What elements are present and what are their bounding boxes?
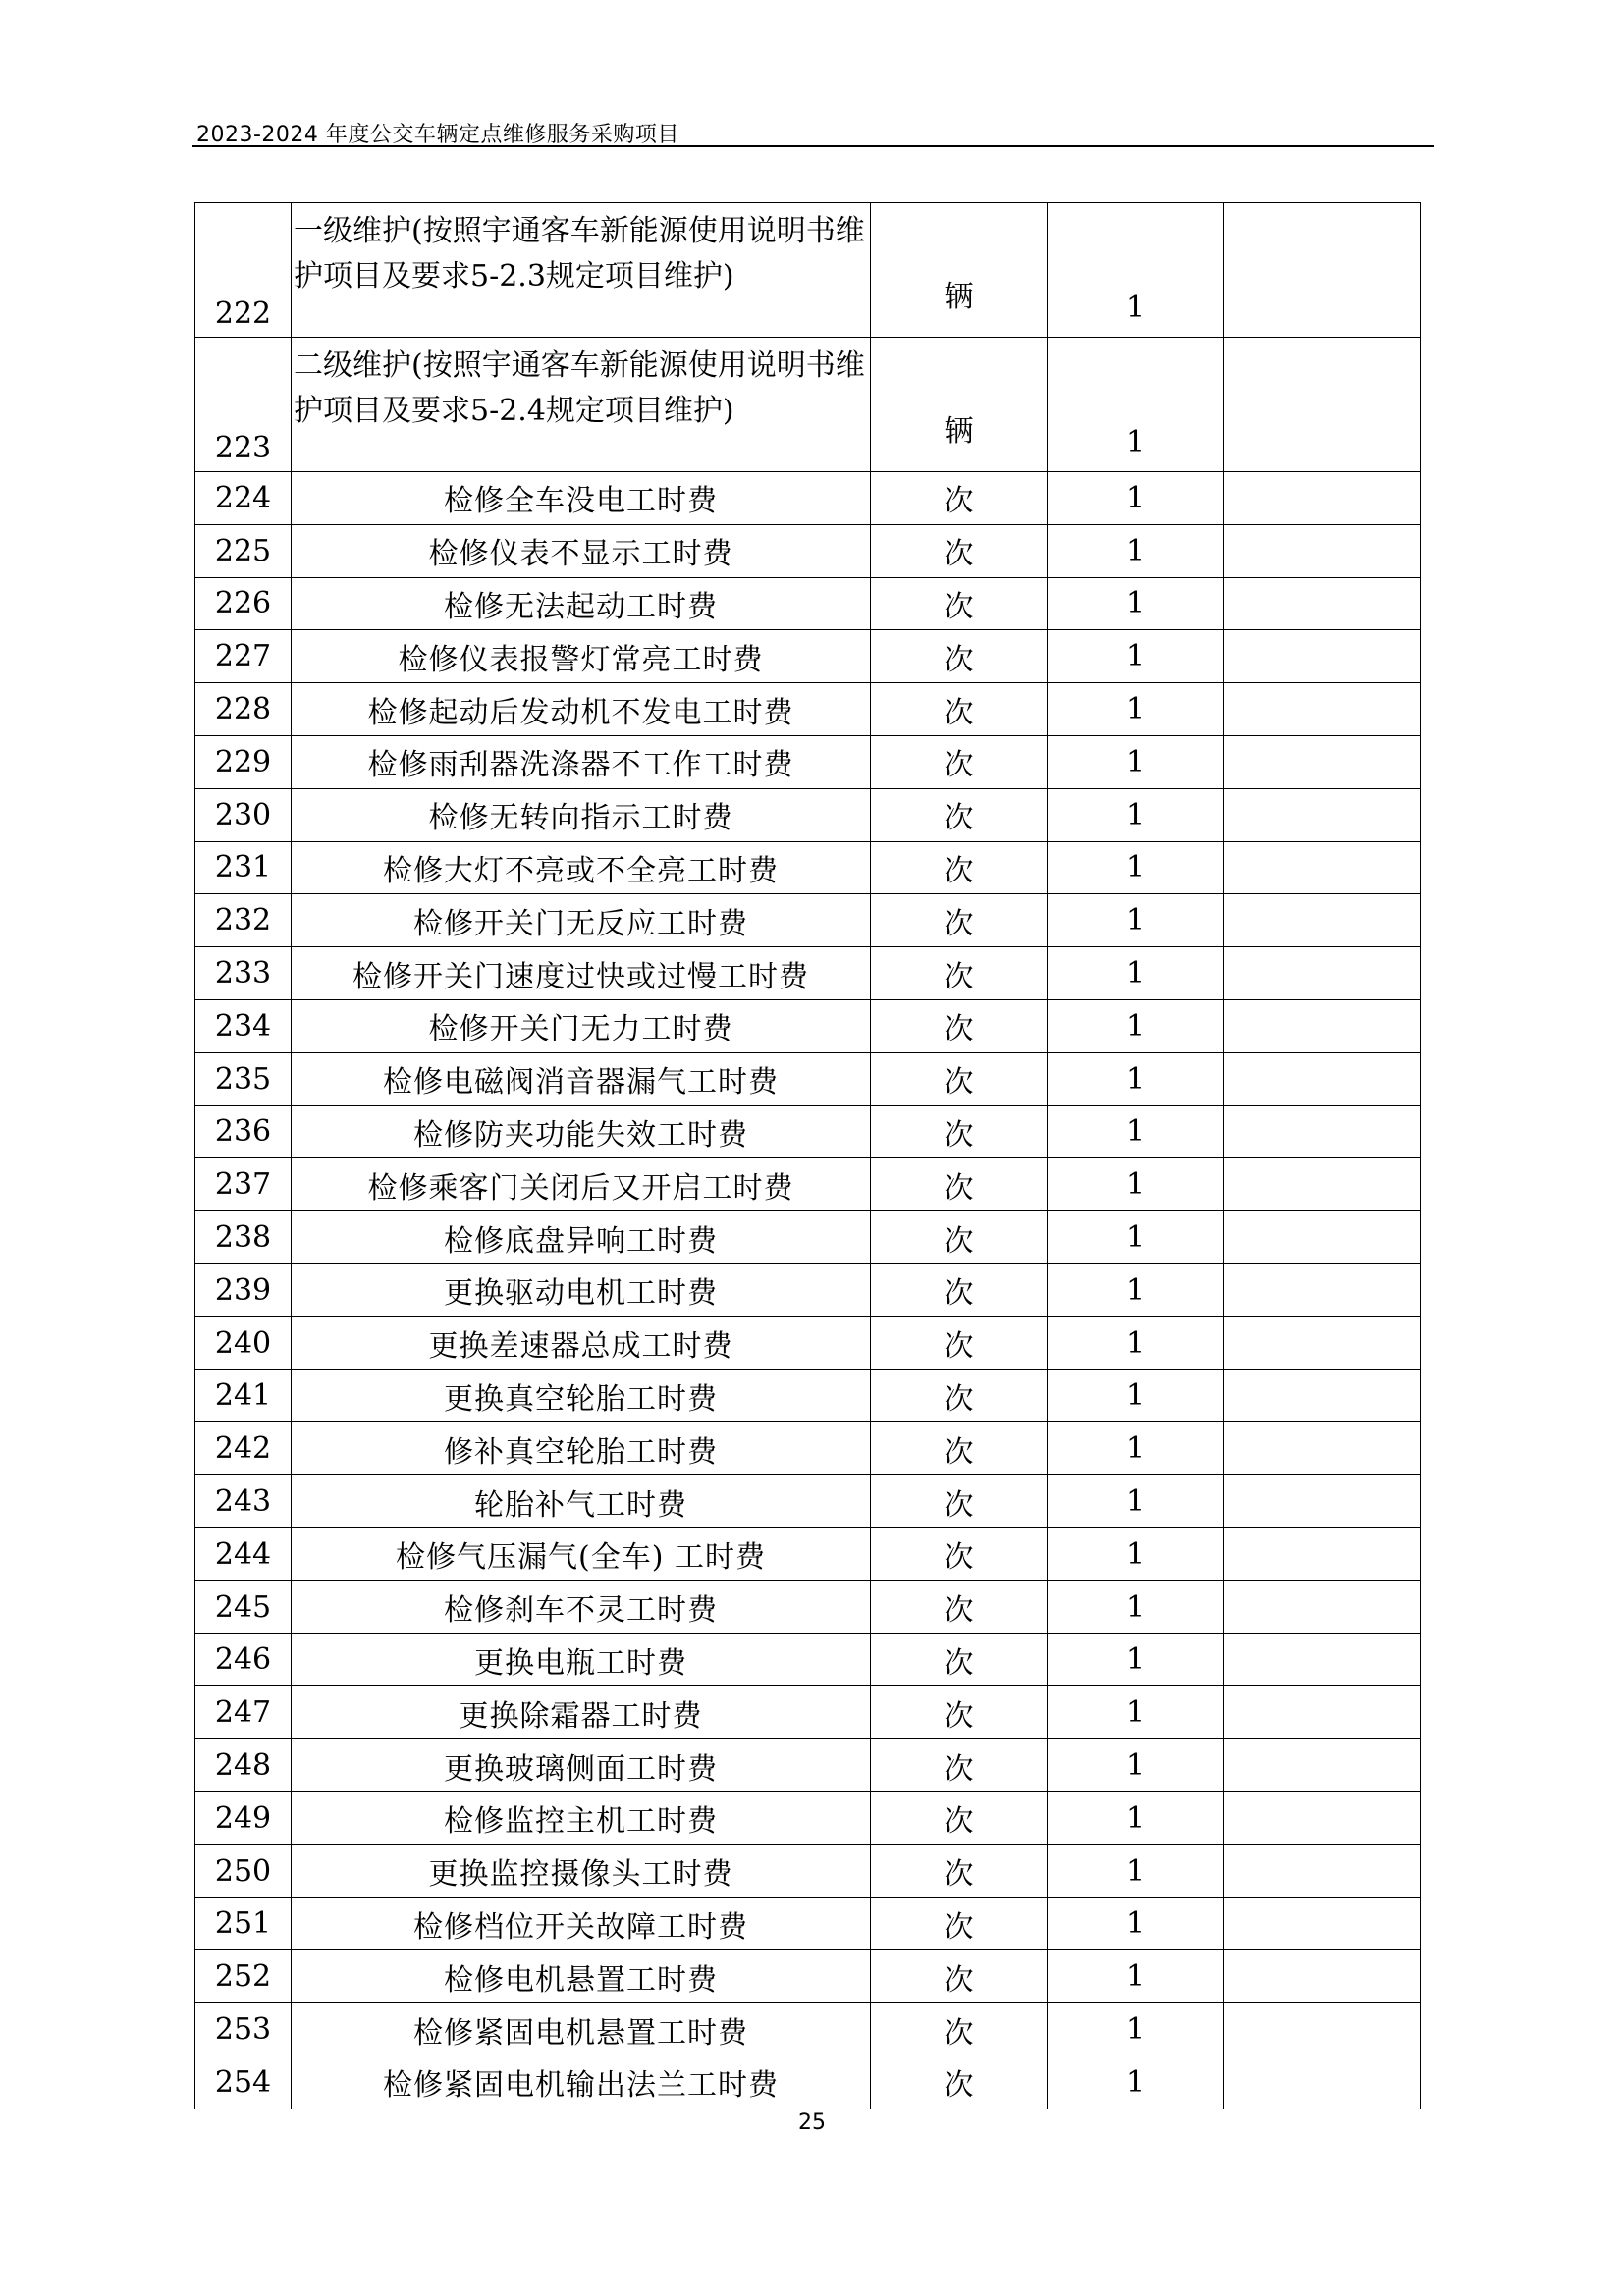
- item-quantity-cell: 1: [1048, 630, 1224, 683]
- item-quantity-cell: 1: [1048, 2056, 1224, 2109]
- table-body: [195, 203, 1421, 2109]
- item-unit-cell: 次: [871, 1052, 1048, 1105]
- item-unit-cell: 辆: [871, 203, 1048, 338]
- item-unit-cell: 次: [871, 1897, 1048, 1950]
- item-unit-cell: 次: [871, 1105, 1048, 1158]
- item-name-cell: 更换玻璃侧面工时费: [292, 1739, 871, 1792]
- item-quantity-cell: 1: [1048, 1791, 1224, 1844]
- item-quantity-cell: 1: [1048, 524, 1224, 577]
- item-price-cell: [1224, 338, 1421, 472]
- item-price-cell: [1224, 1739, 1421, 1792]
- item-price-cell: [1224, 735, 1421, 788]
- item-number-cell: 245: [195, 1580, 292, 1633]
- item-unit-cell: 次: [871, 1791, 1048, 1844]
- item-quantity-cell: 1: [1048, 1369, 1224, 1422]
- item-name-cell: 更换驱动电机工时费: [292, 1263, 871, 1316]
- item-unit-cell: 次: [871, 472, 1048, 525]
- item-number-cell: 238: [195, 1211, 292, 1264]
- item-number-cell: 246: [195, 1633, 292, 1686]
- item-number-cell: 236: [195, 1105, 292, 1158]
- item-name-cell: 检修乘客门关闭后又开启工时费: [292, 1158, 871, 1211]
- item-number-cell: 232: [195, 894, 292, 947]
- item-number-cell: 231: [195, 841, 292, 894]
- item-name-cell: 检修无法起动工时费: [292, 577, 871, 630]
- table-row: [195, 338, 1421, 472]
- table-row: [195, 2003, 1421, 2056]
- item-number-cell: 227: [195, 630, 292, 683]
- table-row: [195, 1527, 1421, 1580]
- item-name-cell: 一级维护(按照宇通客车新能源使用说明书维护项目及要求5-2.3规定项目维护): [292, 203, 871, 338]
- page-number: 25: [798, 2110, 826, 2135]
- item-number-cell: 253: [195, 2003, 292, 2056]
- item-name-cell: 更换电瓶工时费: [292, 1633, 871, 1686]
- item-number-cell: 249: [195, 1791, 292, 1844]
- item-name-cell: 二级维护(按照宇通客车新能源使用说明书维护项目及要求5-2.4规定项目维护): [292, 338, 871, 472]
- item-quantity-cell: 1: [1048, 203, 1224, 338]
- item-price-cell: [1224, 1211, 1421, 1264]
- item-price-cell: [1224, 1527, 1421, 1580]
- item-unit-cell: 次: [871, 1158, 1048, 1211]
- item-price-cell: [1224, 2003, 1421, 2056]
- item-unit-cell: 次: [871, 841, 1048, 894]
- table-row: [195, 841, 1421, 894]
- item-price-cell: [1224, 203, 1421, 338]
- item-number-cell: 223: [195, 338, 292, 472]
- item-name-cell: 检修开关门速度过快或过慢工时费: [292, 947, 871, 1000]
- item-number-cell: 247: [195, 1686, 292, 1739]
- item-unit-cell: 辆: [871, 338, 1048, 472]
- item-number-cell: 225: [195, 524, 292, 577]
- item-unit-cell: 次: [871, 1211, 1048, 1264]
- item-name-cell: 更换除霜器工时费: [292, 1686, 871, 1739]
- item-price-cell: [1224, 1633, 1421, 1686]
- item-name-cell: 检修开关门无力工时费: [292, 999, 871, 1052]
- item-unit-cell: 次: [871, 1739, 1048, 1792]
- item-number-cell: 252: [195, 1950, 292, 2003]
- item-price-cell: [1224, 1263, 1421, 1316]
- item-quantity-cell: 1: [1048, 2003, 1224, 2056]
- table-row: [195, 1211, 1421, 1264]
- item-number-cell: 233: [195, 947, 292, 1000]
- item-quantity-cell: 1: [1048, 999, 1224, 1052]
- table-row: [195, 1897, 1421, 1950]
- item-name-cell: 更换差速器总成工时费: [292, 1316, 871, 1369]
- item-unit-cell: 次: [871, 2056, 1048, 2109]
- item-unit-cell: 次: [871, 2003, 1048, 2056]
- item-number-cell: 242: [195, 1422, 292, 1475]
- table-row: [195, 1791, 1421, 1844]
- item-price-cell: [1224, 788, 1421, 841]
- item-number-cell: 240: [195, 1316, 292, 1369]
- item-unit-cell: 次: [871, 894, 1048, 947]
- item-price-cell: [1224, 1686, 1421, 1739]
- item-number-cell: 251: [195, 1897, 292, 1950]
- item-quantity-cell: 1: [1048, 1422, 1224, 1475]
- table-row: [195, 630, 1421, 683]
- item-unit-cell: 次: [871, 1950, 1048, 2003]
- item-name-cell: 检修仪表报警灯常亮工时费: [292, 630, 871, 683]
- item-quantity-cell: 1: [1048, 1739, 1224, 1792]
- item-price-cell: [1224, 894, 1421, 947]
- item-name-cell: 检修全车没电工时费: [292, 472, 871, 525]
- table-row: [195, 735, 1421, 788]
- item-quantity-cell: 1: [1048, 1686, 1224, 1739]
- item-price-cell: [1224, 1422, 1421, 1475]
- item-price-cell: [1224, 630, 1421, 683]
- item-price-cell: [1224, 1105, 1421, 1158]
- item-price-cell: [1224, 999, 1421, 1052]
- item-quantity-cell: 1: [1048, 1052, 1224, 1105]
- item-unit-cell: 次: [871, 1422, 1048, 1475]
- document-title: 2023-2024 年度公交车辆定点维修服务采购项目: [196, 123, 679, 147]
- item-name-cell: 检修监控主机工时费: [292, 1791, 871, 1844]
- table-row: [195, 577, 1421, 630]
- item-name-cell: 检修起动后发动机不发电工时费: [292, 683, 871, 736]
- item-number-cell: 224: [195, 472, 292, 525]
- table-row: [195, 1475, 1421, 1528]
- item-price-cell: [1224, 1052, 1421, 1105]
- table-row: [195, 1739, 1421, 1792]
- item-name-cell: 检修电磁阀消音器漏气工时费: [292, 1052, 871, 1105]
- table-row: [195, 203, 1421, 338]
- table-row: [195, 1844, 1421, 1897]
- item-price-cell: [1224, 1158, 1421, 1211]
- item-name-cell: 检修气压漏气(全车) 工时费: [292, 1527, 871, 1580]
- item-number-cell: 235: [195, 1052, 292, 1105]
- item-quantity-cell: 1: [1048, 577, 1224, 630]
- item-name-cell: 更换真空轮胎工时费: [292, 1369, 871, 1422]
- item-unit-cell: 次: [871, 1369, 1048, 1422]
- item-price-cell: [1224, 577, 1421, 630]
- table-row: [195, 947, 1421, 1000]
- item-number-cell: 222: [195, 203, 292, 338]
- item-quantity-cell: 1: [1048, 1211, 1224, 1264]
- item-quantity-cell: 1: [1048, 1633, 1224, 1686]
- item-quantity-cell: 1: [1048, 1105, 1224, 1158]
- item-name-cell: 检修紧固电机输出法兰工时费: [292, 2056, 871, 2109]
- table-row: [195, 1158, 1421, 1211]
- item-number-cell: 244: [195, 1527, 292, 1580]
- table-row: [195, 683, 1421, 736]
- item-unit-cell: 次: [871, 999, 1048, 1052]
- item-name-cell: 检修无转向指示工时费: [292, 788, 871, 841]
- item-name-cell: 检修大灯不亮或不全亮工时费: [292, 841, 871, 894]
- table-row: [195, 788, 1421, 841]
- item-number-cell: 248: [195, 1739, 292, 1792]
- item-unit-cell: 次: [871, 1686, 1048, 1739]
- item-quantity-cell: 1: [1048, 472, 1224, 525]
- maintenance-items-table: [194, 202, 1421, 2109]
- item-quantity-cell: 1: [1048, 1897, 1224, 1950]
- item-number-cell: 229: [195, 735, 292, 788]
- item-quantity-cell: 1: [1048, 683, 1224, 736]
- table-row: [195, 524, 1421, 577]
- item-price-cell: [1224, 472, 1421, 525]
- table-row: [195, 999, 1421, 1052]
- item-quantity-cell: 1: [1048, 338, 1224, 472]
- item-name-cell: 检修档位开关故障工时费: [292, 1897, 871, 1950]
- item-price-cell: [1224, 1950, 1421, 2003]
- item-price-cell: [1224, 1580, 1421, 1633]
- table-row: [195, 1633, 1421, 1686]
- item-name-cell: 检修仪表不显示工时费: [292, 524, 871, 577]
- item-quantity-cell: 1: [1048, 1316, 1224, 1369]
- item-number-cell: 254: [195, 2056, 292, 2109]
- table-row: [195, 1263, 1421, 1316]
- item-price-cell: [1224, 524, 1421, 577]
- item-unit-cell: 次: [871, 1580, 1048, 1633]
- item-number-cell: 243: [195, 1475, 292, 1528]
- table-row: [195, 1950, 1421, 2003]
- item-name-cell: 检修紧固电机悬置工时费: [292, 2003, 871, 2056]
- item-number-cell: 239: [195, 1263, 292, 1316]
- table-row: [195, 1316, 1421, 1369]
- table-row: [195, 1422, 1421, 1475]
- table-row: [195, 472, 1421, 525]
- item-name-cell: 检修防夹功能失效工时费: [292, 1105, 871, 1158]
- item-quantity-cell: 1: [1048, 947, 1224, 1000]
- table-row: [195, 894, 1421, 947]
- item-unit-cell: 次: [871, 1844, 1048, 1897]
- table-row: [195, 1686, 1421, 1739]
- item-quantity-cell: 1: [1048, 1950, 1224, 2003]
- table-row: [195, 1580, 1421, 1633]
- item-price-cell: [1224, 947, 1421, 1000]
- item-name-cell: 检修底盘异响工时费: [292, 1211, 871, 1264]
- item-unit-cell: 次: [871, 947, 1048, 1000]
- item-number-cell: 241: [195, 1369, 292, 1422]
- item-price-cell: [1224, 1475, 1421, 1528]
- table-row: [195, 1369, 1421, 1422]
- item-name-cell: 检修电机悬置工时费: [292, 1950, 871, 2003]
- item-quantity-cell: 1: [1048, 1580, 1224, 1633]
- item-name-cell: 检修开关门无反应工时费: [292, 894, 871, 947]
- item-name-cell: 检修雨刮器洗涤器不工作工时费: [292, 735, 871, 788]
- item-quantity-cell: 1: [1048, 788, 1224, 841]
- item-price-cell: [1224, 841, 1421, 894]
- item-quantity-cell: 1: [1048, 735, 1224, 788]
- item-unit-cell: 次: [871, 1316, 1048, 1369]
- item-number-cell: 228: [195, 683, 292, 736]
- item-quantity-cell: 1: [1048, 1158, 1224, 1211]
- item-unit-cell: 次: [871, 1633, 1048, 1686]
- table-row: [195, 2056, 1421, 2109]
- item-unit-cell: 次: [871, 788, 1048, 841]
- item-unit-cell: 次: [871, 630, 1048, 683]
- item-unit-cell: 次: [871, 735, 1048, 788]
- item-price-cell: [1224, 683, 1421, 736]
- item-quantity-cell: 1: [1048, 1527, 1224, 1580]
- item-name-cell: 检修刹车不灵工时费: [292, 1580, 871, 1633]
- item-price-cell: [1224, 1369, 1421, 1422]
- item-number-cell: 234: [195, 999, 292, 1052]
- item-unit-cell: 次: [871, 577, 1048, 630]
- item-name-cell: 修补真空轮胎工时费: [292, 1422, 871, 1475]
- item-unit-cell: 次: [871, 1475, 1048, 1528]
- item-unit-cell: 次: [871, 1527, 1048, 1580]
- item-unit-cell: 次: [871, 1263, 1048, 1316]
- item-quantity-cell: 1: [1048, 1844, 1224, 1897]
- item-number-cell: 230: [195, 788, 292, 841]
- item-price-cell: [1224, 1844, 1421, 1897]
- item-quantity-cell: 1: [1048, 1475, 1224, 1528]
- item-quantity-cell: 1: [1048, 841, 1224, 894]
- item-number-cell: 237: [195, 1158, 292, 1211]
- item-name-cell: 轮胎补气工时费: [292, 1475, 871, 1528]
- item-price-cell: [1224, 1897, 1421, 1950]
- item-quantity-cell: 1: [1048, 894, 1224, 947]
- item-unit-cell: 次: [871, 683, 1048, 736]
- item-unit-cell: 次: [871, 524, 1048, 577]
- item-number-cell: 226: [195, 577, 292, 630]
- table-row: [195, 1052, 1421, 1105]
- page-header: [192, 116, 1434, 147]
- item-price-cell: [1224, 2056, 1421, 2109]
- item-name-cell: 更换监控摄像头工时费: [292, 1844, 871, 1897]
- table-row: [195, 1105, 1421, 1158]
- item-quantity-cell: 1: [1048, 1263, 1224, 1316]
- item-price-cell: [1224, 1316, 1421, 1369]
- item-price-cell: [1224, 1791, 1421, 1844]
- item-number-cell: 250: [195, 1844, 292, 1897]
